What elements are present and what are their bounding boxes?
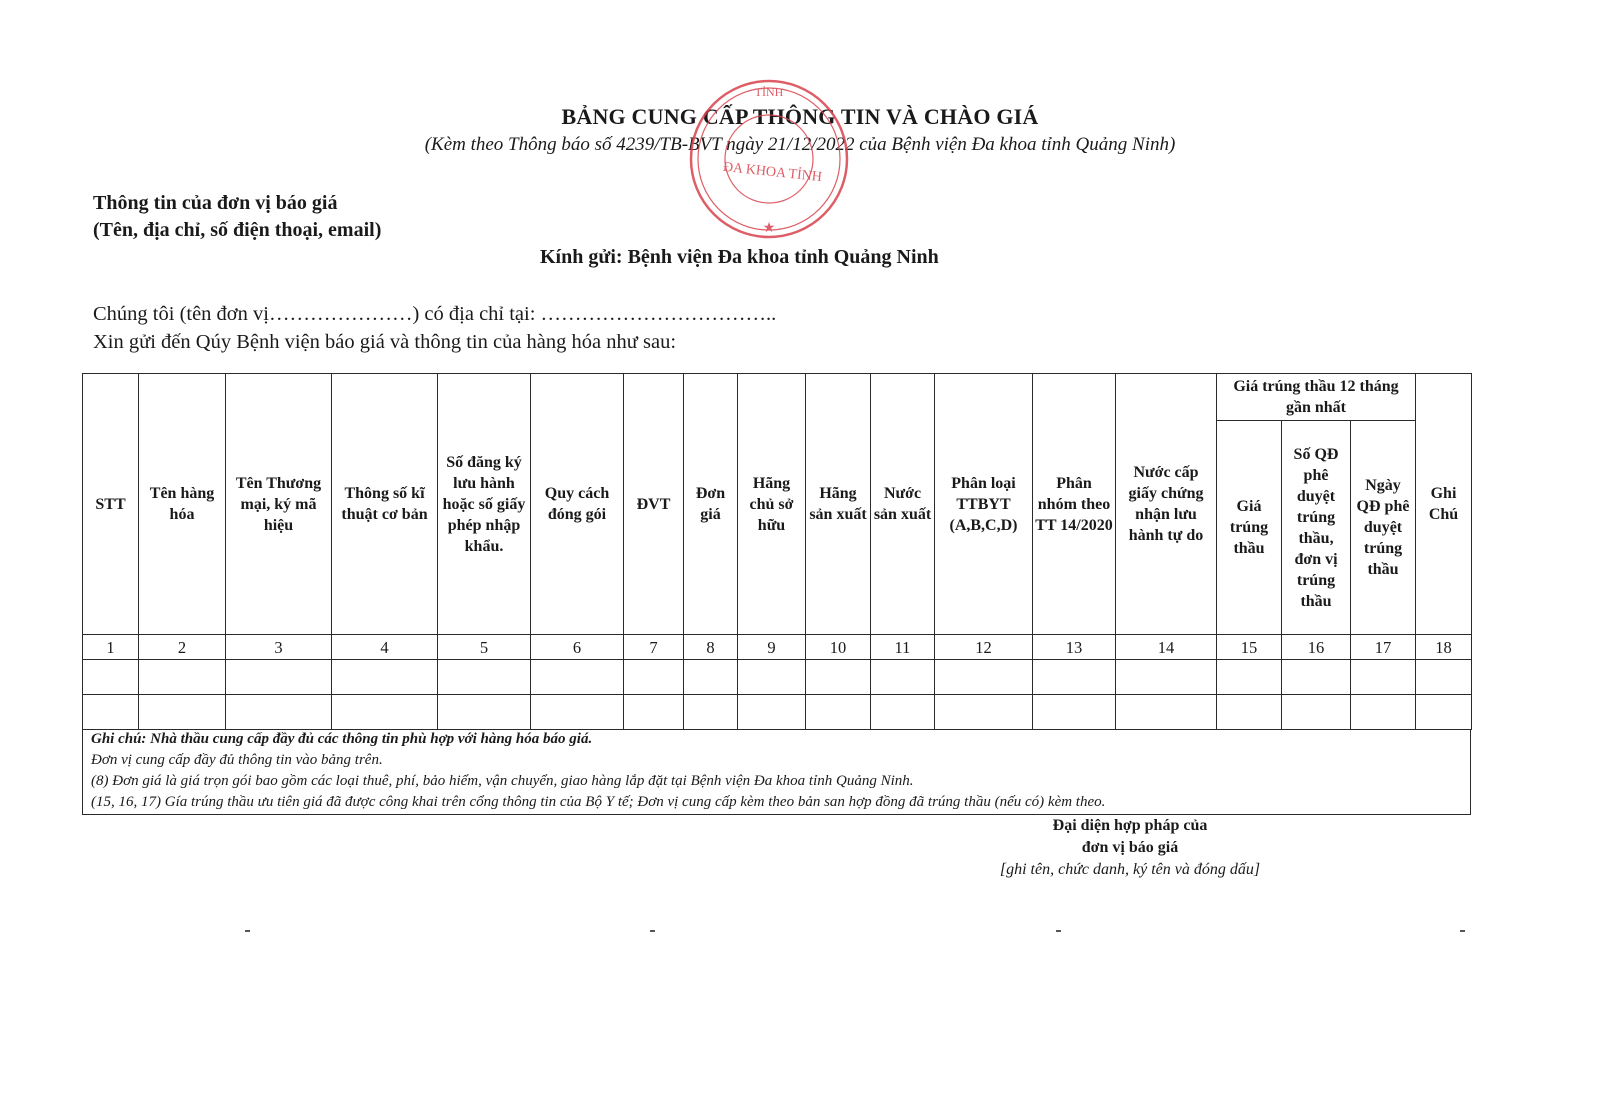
intro-line-1: Chúng tôi (tên đơn vị…………………) có địa chỉ tại: …………………………….. [93,303,777,325]
table-cell[interactable] [1217,660,1282,695]
intro-line-2: Xin gửi đến Qúy Bệnh viện báo giá và thông tin của hàng hóa như sau: [93,331,677,353]
table-cell[interactable] [438,695,531,730]
column-number: 18 [1416,635,1472,660]
table-row [83,660,1472,695]
column-number: 9 [738,635,806,660]
note-line: (15, 16, 17) Gía trúng thầu ưu tiên giá đã được công khai trên cổng thông tin của Bộ Y tế; Đơn vị cung cấp kèm theo bản san hợp đồng đã trúng thầu (nếu có) kèm theo. [91,794,1106,810]
table-cell[interactable] [139,695,226,730]
col-header: Tên hàng hóa [139,374,226,635]
table-cell[interactable] [806,660,871,695]
column-number: 5 [438,635,531,660]
column-number: 13 [1033,635,1116,660]
col-header: Phân nhóm theo TT 14/2020 [1033,374,1116,635]
scan-mark [650,930,655,932]
column-number: 11 [871,635,935,660]
table-cell[interactable] [871,660,935,695]
column-number: 17 [1351,635,1416,660]
table-cell[interactable] [1282,695,1351,730]
table-cell[interactable] [1116,660,1217,695]
intro-text [93,300,776,356]
table-cell[interactable] [624,660,684,695]
note-line: Ghi chú: Nhà thầu cung cấp đầy đủ các thông tin phù hợp với hàng hóa báo giá. [91,731,593,747]
document-subtitle: (Kèm theo Thông báo số 4239/TB-BVT ngày 21/12/2022 của Bệnh viện Đa khoa tỉnh Quảng Ninh) [424,134,1176,155]
column-number: 7 [624,635,684,660]
table-cell[interactable] [531,660,624,695]
vendor-info-hint: (Tên, địa chỉ, số điện thoại, email) [93,219,382,241]
table-cell[interactable] [624,695,684,730]
table-row [83,695,1472,730]
quotation-table [82,373,1472,730]
column-number: 15 [1217,635,1282,660]
col-header: ĐVT [624,374,684,635]
table-cell[interactable] [1416,695,1472,730]
stamp-text-middle: ĐA KHOA TỈNH [722,159,823,186]
col-header: Ghi Chú [1416,374,1472,635]
col-header: Đơn giá [684,374,738,635]
col-header: Hãng sản xuất [806,374,871,635]
table-cell[interactable] [684,695,738,730]
col-header: Giá trúng thầu [1217,421,1282,635]
col-header: Phân loại TTBYT (A,B,C,D) [935,374,1033,635]
table-cell[interactable] [1033,695,1116,730]
table-cell[interactable] [1351,660,1416,695]
notes-box [82,729,1471,815]
col-header: Ngày QĐ phê duyệt trúng thầu [1351,421,1416,635]
column-number: 14 [1116,635,1217,660]
column-number: 2 [139,635,226,660]
table-cell[interactable] [332,695,438,730]
col-header: Nước cấp giấy chứng nhận lưu hành tự do [1116,374,1217,635]
table-cell[interactable] [531,695,624,730]
table-cell[interactable] [738,695,806,730]
col-header: STT [83,374,139,635]
col-header: Nước sản xuất [871,374,935,635]
table-cell[interactable] [1217,695,1282,730]
representative-signature-block [920,815,1340,881]
group-header: Giá trúng thầu 12 tháng gần nhất [1217,374,1416,421]
table-cell[interactable] [83,660,139,695]
table-cell[interactable] [806,695,871,730]
column-number: 8 [684,635,738,660]
column-number-row [83,635,1472,660]
table-cell[interactable] [438,660,531,695]
representative-unit: đơn vị báo giá [1081,839,1179,856]
table-cell[interactable] [935,660,1033,695]
note-line: (8) Đơn giá là giá trọn gói bao gồm các loại thuê, phí, bảo hiểm, vận chuyển, giao hàng lắp đặt tại Bệnh viện Đa khoa tỉnh Quảng Ninh. [91,773,914,789]
column-number: 1 [83,635,139,660]
table-cell[interactable] [684,660,738,695]
col-header: Số đăng ký lưu hành hoặc số giấy phép nhập khẩu. [438,374,531,635]
table-cell[interactable] [1033,660,1116,695]
column-number: 6 [531,635,624,660]
table-cell[interactable] [83,695,139,730]
table-cell[interactable] [1416,660,1472,695]
representative-title: Đại diện hợp pháp của [1052,817,1208,834]
table-cell[interactable] [935,695,1033,730]
col-header: Tên Thương mại, ký mã hiệu [226,374,332,635]
official-seal-stamp [686,76,852,242]
table-cell[interactable] [1116,695,1217,730]
vendor-info-block [93,190,381,244]
table-cell[interactable] [1351,695,1416,730]
column-number: 12 [935,635,1033,660]
column-number: 10 [806,635,871,660]
note-line: Đơn vị cung cấp đầy đủ thông tin vào bảng trên. [91,752,383,768]
vendor-info-title: Thông tin của đơn vị báo giá [93,192,338,214]
table-cell[interactable] [226,695,332,730]
representative-instruction: [ghi tên, chức danh, ký tên và đóng dấu] [999,861,1261,878]
col-header: Thông số kĩ thuật cơ bản [332,374,438,635]
greeting: Kính gửi: Bệnh viện Đa khoa tỉnh Quảng Ninh [540,246,939,268]
col-header: Số QĐ phê duyệt trúng thầu, đơn vị trúng thầu [1282,421,1351,635]
col-header: Quy cách đóng gói [531,374,624,635]
svg-text:★: ★ [762,221,776,236]
table-cell[interactable] [226,660,332,695]
column-number: 4 [332,635,438,660]
stamp-text-top: TỈNH [754,85,784,99]
table-cell[interactable] [332,660,438,695]
col-header: Hãng chủ sở hữu [738,374,806,635]
scan-mark [1460,930,1465,932]
scan-mark [1056,930,1061,932]
table-cell[interactable] [139,660,226,695]
column-number: 16 [1282,635,1351,660]
column-number: 3 [226,635,332,660]
table-cell[interactable] [1282,660,1351,695]
table-cell[interactable] [871,695,935,730]
table-cell[interactable] [738,660,806,695]
scan-mark [245,930,250,932]
document-title: BẢNG CUNG CẤP THÔNG TIN VÀ CHÀO GIÁ [561,104,1039,129]
